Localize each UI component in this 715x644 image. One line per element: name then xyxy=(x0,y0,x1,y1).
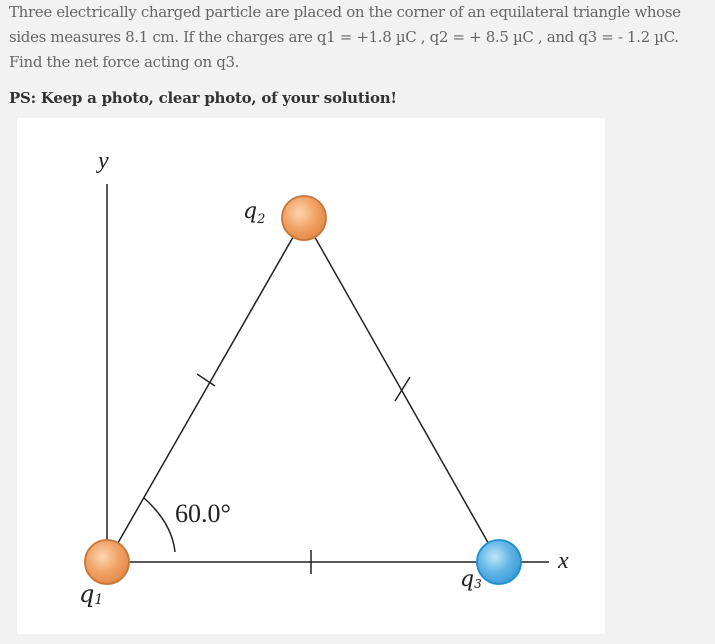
charge-q3 xyxy=(477,540,521,584)
q2-letter: q xyxy=(243,199,258,224)
q1-letter: q xyxy=(79,580,95,608)
q2-subscript: 2 xyxy=(257,212,266,227)
q1-label xyxy=(79,580,103,608)
q3-letter: q xyxy=(460,567,475,592)
tick-mark-left xyxy=(197,374,215,386)
angle-label: 60.0° xyxy=(175,499,231,528)
y-axis-label: y xyxy=(98,148,109,174)
question-text: Three electrically charged particle are placed on the corner of an equilateral triangle whose sides measures 8.1 cm. If the charges are q1 = +1.8 µC , q2 = + 8.5 µC , and q3 = - 1.2 µC. Find the net force acting on q3. xyxy=(9,3,681,71)
figure-svg xyxy=(17,118,605,634)
angle-arc xyxy=(144,498,175,552)
charge-q2 xyxy=(282,196,326,240)
triangle-figure xyxy=(17,118,605,634)
charge-q1 xyxy=(85,540,129,584)
ps-note: PS: Keep a photo, clear photo, of your solution! xyxy=(9,89,397,107)
q1-subscript: 1 xyxy=(94,592,104,608)
q2-label xyxy=(243,199,265,227)
q3-subscript: 3 xyxy=(474,577,482,591)
x-axis-label: x xyxy=(558,548,569,574)
tick-mark-right xyxy=(395,377,410,401)
